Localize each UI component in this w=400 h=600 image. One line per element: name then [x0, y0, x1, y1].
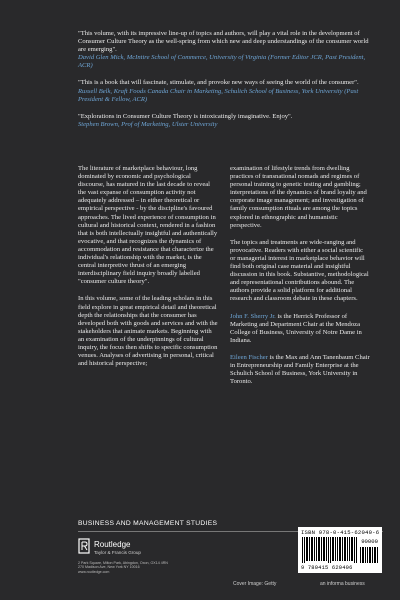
blurb-paragraph: In this volume, some of the leading scholars in this field explore in great empirical detail and theoretical depth the relationships that the consumer has developed both with goods and services and with the stakeholders that animate markets. Beginning with an examination of the underpinnings of cultural inquiry, the focus then shifts to specific consumption venues. Analyses of advertising in personal, critical and historical perspective; — [78, 295, 218, 368]
quote-attribution: Stephen Brown, Prof of Marketing, Ulster University — [78, 120, 218, 128]
publisher-subtitle: Taylor & Francis Group — [94, 550, 141, 555]
quote-2 — [78, 79, 378, 103]
author-bio — [230, 313, 370, 345]
barcode-digits: 9 780415 620406 — [301, 565, 353, 571]
cover-image-credit: Cover Image: Getty — [233, 581, 277, 587]
price-code: 90000 — [361, 538, 378, 545]
quote-text: "This volume, with its impressive line-up of topics and authors, will play a vital role in the development of Consumer Culture Theory as the well-spring from which new and deep understandings of the consumer world are emerging". — [78, 30, 369, 54]
quote-attribution: Russell Belk, Kraft Foods Canada Chair in Marketing, Schulich School of Business, York University (Past President & Fellow, ACR) — [78, 87, 359, 103]
blurb-paragraph: examination of lifestyle trends from dwelling practices of transnational nomads and regimes of personal training to genetic testing and gambling; interpretations of the dynamics of brand loyalty and corporate image management; and investigation of family consumption rituals are among the topics explored in ethnographic and humanistic perspective. — [230, 165, 367, 229]
quote-attribution: David Glen Mick, McIntire School of Commerce, University of Virginia (Former Editor JCR, Past President, ACR) — [78, 54, 366, 70]
publisher-address: 2 Park Square, Milton Park, Abingdon, Oxon, OX14 4RN 270 Madison Ave, New York NY 10016 www.routledge.com — [78, 561, 168, 574]
routledge-logo-icon — [78, 538, 90, 554]
author-bio — [230, 354, 370, 386]
blurb-left-column — [78, 165, 218, 377]
subject-category: BUSINESS AND MANAGEMENT STUDIES — [78, 520, 218, 527]
informa-tagline: an informa business — [320, 581, 365, 587]
price-barcode-bars — [360, 547, 378, 563]
barcode-bars — [302, 537, 357, 563]
barcode — [298, 527, 382, 573]
endorsement-quotes — [78, 30, 378, 138]
quote-3 — [78, 113, 378, 129]
author-name: John F. Sherry Jr. — [230, 312, 276, 320]
quote-text: "Explorations in Consumer Culture Theory is intoxicatingly imaginative. Enjoy". — [78, 112, 293, 120]
isbn-text: ISBN 978-0-415-62040-6 — [301, 529, 380, 536]
blurb-paragraph: The literature of marketplace behaviour, long dominated by economic and psychological discourse, has matured in the last decade to reveal the vast expanse of consumption activity not adequately addressed – in either theoretical or empirical perspective - by the discipline's favoured approaches. The lived experience of consumption in cultural and historical context, rendered in a fashion that is both intellectually insightful and authentically evocative, and that recognizes the dynamics of accommodation and resistance that characterize the individual's relationship with the market, is the central interpretive thrust of an emerging interdisciplinary field inquiry broadly labelled "consumer culture theory". — [78, 165, 218, 286]
author-bio-text: is the Herrick Professor of Marketing and Department Chair at the Mendoza College of Business, University of Notre Dame in Indiana. — [230, 312, 362, 344]
quote-1 — [78, 30, 378, 70]
author-bio-text: is the Max and Ann Tanenbaum Chair in Entrepreneurship and Family Enterprise at the Schulich School of Business, York University in Toronto. — [230, 353, 370, 386]
author-name: Eileen Fischer — [230, 353, 268, 361]
publisher-name: Routledge — [94, 540, 131, 549]
blurb-paragraph: The topics and treatments are wide-ranging and provocative. Readers with either a social scientific or managerial interest in marketplace behavior will find both original case material and insightful discussion in this book. Substantive, methodological and representational contributions abound. The authors provide a solid platform for additional research and classroom debate in these chapters. — [230, 238, 369, 303]
quote-text: "This is a book that will fascinate, stimulate, and provoke new ways of seeing the world of the consumer". — [78, 79, 359, 87]
blurb-right-column — [230, 165, 370, 395]
